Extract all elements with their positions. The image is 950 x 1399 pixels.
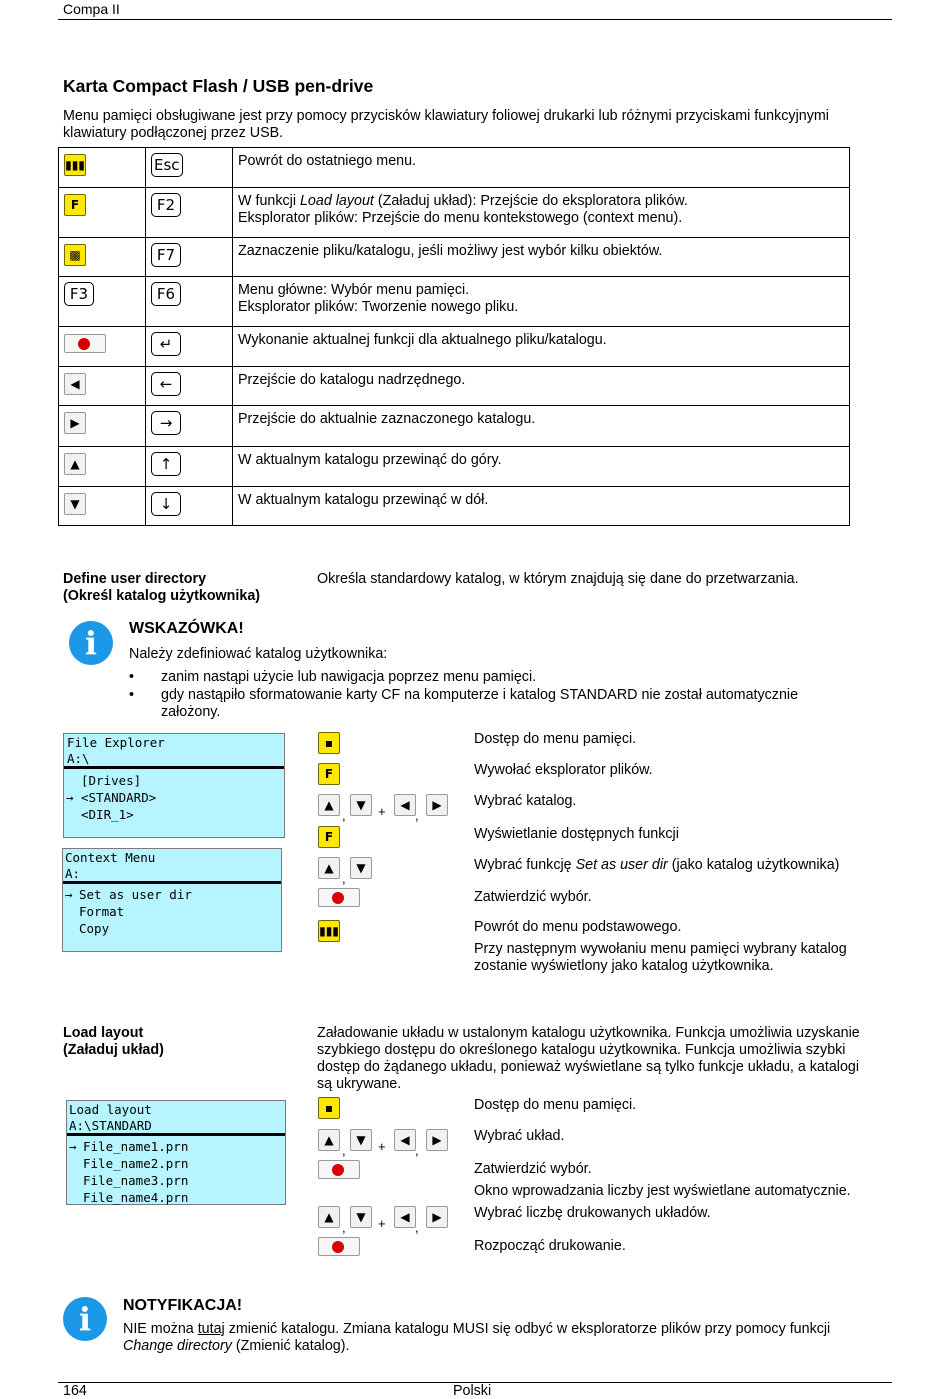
memory-key-icon: ▪ <box>318 1097 340 1119</box>
step-text: Wyświetlanie dostępnych funkcji <box>474 826 679 842</box>
f6-key-icon: F6 <box>151 282 181 306</box>
key-row <box>59 406 850 447</box>
step-icons <box>318 826 340 852</box>
define-user-dir-desc: Określa standardowy katalog, w którym znajdują się dane do przetwarzania. <box>317 571 799 587</box>
key-row <box>59 327 850 367</box>
key-desc: Menu główne: Wybór menu pamięci. Eksplorator plików: Tworzenie nowego pliku. <box>233 277 850 327</box>
note-title: WSKAZÓWKA! <box>129 620 244 637</box>
header-rule <box>58 19 892 20</box>
notification-text: NIE można tutaj zmienić katalogu. Zmiana katalogu MUSI się odbyć w eksploratorze plików przy pomocy funkcji Change directory (Zmienić katalog). <box>123 1321 831 1354</box>
down-arrow-key-icon: ↓ <box>151 492 181 516</box>
step-text: Zatwierdzić wybór. <box>474 1161 592 1177</box>
right-key-icon: ▶ <box>426 1129 448 1151</box>
right-key-icon: ▶ <box>426 794 448 816</box>
key-row <box>59 238 850 277</box>
arrow-right-icon: → <box>66 790 74 805</box>
key-row <box>59 277 850 327</box>
right-key-icon: ▶ <box>426 1206 448 1228</box>
step-text: Wybrać funkcję Set as user dir (jako katalog użytkownika) <box>474 857 840 873</box>
step-icons <box>318 763 340 789</box>
left-key-icon: ◀ <box>64 373 86 395</box>
f3-key-icon: F3 <box>64 282 94 306</box>
page-number: 164 <box>63 1383 87 1399</box>
left-arrow-key-icon: ← <box>151 372 181 396</box>
down-key-icon: ▼ <box>64 493 86 515</box>
feed-key-icon: F <box>318 763 340 785</box>
info-icon: i <box>63 1297 107 1341</box>
key-desc: W aktualnym katalogu przewinąć w dół. <box>238 492 489 508</box>
key-row <box>59 148 850 188</box>
lcd-file-explorer: File Explorer A:\ [Drives] → <STANDARD> <DIR_1> <box>63 733 285 838</box>
key-desc: Przejście do aktualnie zaznaczonego katalogu. <box>238 411 536 427</box>
key-desc: Powrót do ostatniego menu. <box>238 153 417 169</box>
define-user-dir-label: Define user directory (Określ katalog użytkownika) <box>63 571 261 604</box>
f2-key-icon: F2 <box>151 193 181 217</box>
arrow-right-icon: → <box>65 887 73 902</box>
esc-key-icon: Esc <box>151 153 183 177</box>
step-text: Wybrać katalog. <box>474 793 577 809</box>
intro-paragraph: Menu pamięci obsługiwane jest przy pomocy przycisków klawiatury foliowej drukarki lub różnymi przyciskami funkcyjnymi klawiatury podłączonej przez USB. <box>63 108 829 141</box>
feed-key-icon: F <box>318 826 340 848</box>
enter-key-icon: ↵ <box>151 332 181 356</box>
key-desc: Wykonanie aktualnej funkcji dla aktualnego pliku/katalogu. <box>238 332 607 348</box>
header-title: Compa II <box>63 1 120 17</box>
right-arrow-key-icon: → <box>151 411 181 435</box>
f7-key-icon: F7 <box>151 243 181 267</box>
arrow-right-icon: → <box>69 1139 77 1154</box>
step-text: Przy następnym wywołaniu menu pamięci wybrany katalog zostanie wyświetlony jako katalog użytkownika. <box>474 941 847 974</box>
load-layout-label: Load layout (Załaduj układ) <box>63 1025 164 1058</box>
step-icons <box>318 920 340 946</box>
pause-key-icon <box>318 888 360 907</box>
menu-key-icon: ▮▮▮ <box>318 920 340 942</box>
down-key-icon: ▼ <box>350 857 372 879</box>
step-icons <box>318 732 340 758</box>
footer-language: Polski <box>453 1383 492 1399</box>
key-row <box>59 487 850 526</box>
up-key-icon: ▲ <box>318 1129 340 1151</box>
select-key-icon: ▩ <box>64 244 86 266</box>
step-text: Dostęp do menu pamięci. <box>474 731 637 747</box>
step-icons <box>318 1237 360 1260</box>
step-text: Powrót do menu podstawowego. <box>474 919 682 935</box>
key-desc: W funkcji Load layout (Załaduj układ): Przejście do eksploratora plików. Eksplorator plików: Przejście do menu kontekstowego (context menu). <box>233 188 850 238</box>
step-text: Rozpocząć drukowanie. <box>474 1238 626 1254</box>
section-title: Karta Compact Flash / USB pen-drive <box>63 76 374 96</box>
note-text: Należy zdefiniować katalog użytkownika: <box>129 646 388 662</box>
key-row <box>59 188 850 238</box>
up-key-icon: ▲ <box>318 857 340 879</box>
down-key-icon: ▼ <box>350 794 372 816</box>
up-arrow-key-icon: ↑ <box>151 452 181 476</box>
key-desc: Zaznaczenie pliku/katalogu, jeśli możliwy jest wybór kilku obiektów. <box>238 243 663 259</box>
down-key-icon: ▼ <box>350 1206 372 1228</box>
pause-key-icon <box>318 1237 360 1256</box>
right-key-icon: ▶ <box>64 412 86 434</box>
step-text: Zatwierdzić wybór. <box>474 889 592 905</box>
step-text: Okno wprowadzania liczby jest wyświetlane automatycznie. <box>474 1183 851 1199</box>
info-icon: i <box>69 621 113 665</box>
up-key-icon: ▲ <box>318 1206 340 1228</box>
memory-key-icon: ▪ <box>318 732 340 754</box>
left-key-icon: ◀ <box>394 1129 416 1151</box>
left-key-icon: ◀ <box>394 794 416 816</box>
key-row <box>59 447 850 487</box>
load-layout-desc: Załadowanie układu w ustalonym katalogu użytkownika. Funkcja umożliwia uzyskanie szybkiego dostępu do określonego katalogu użytkownika. Funkcja umożliwia szybki dostęp do żądanego układu, ponieważ wyświetlane są tylko funkcje układu, a katalogi są ukrywane. <box>317 1025 860 1092</box>
key-desc: W aktualnym katalogu przewinąć do góry. <box>238 452 502 468</box>
step-icons <box>318 1160 360 1183</box>
down-key-icon: ▼ <box>350 1129 372 1151</box>
lcd-load-layout: Load layout A:\STANDARD → File_name1.prn File_name2.prn File_name3.prn File_name4.prn <box>66 1100 286 1205</box>
pause-key-icon <box>64 334 106 353</box>
up-key-icon: ▲ <box>64 453 86 475</box>
menu-key-icon: ▮▮▮ <box>64 154 86 176</box>
key-row <box>59 367 850 406</box>
feed-key-icon: F <box>64 194 86 216</box>
step-text: Wybrać układ. <box>474 1128 565 1144</box>
step-text: Dostęp do menu pamięci. <box>474 1097 637 1113</box>
step-icons <box>318 888 360 911</box>
key-table <box>58 147 850 526</box>
lcd-context-menu: Context Menu A: → Set as user dir Format Copy <box>62 848 282 952</box>
step-icons <box>318 1097 340 1123</box>
step-text: Wybrać liczbę drukowanych układów. <box>474 1205 711 1221</box>
pause-key-icon <box>318 1160 360 1179</box>
left-key-icon: ◀ <box>394 1206 416 1228</box>
notification-title: NOTYFIKACJA! <box>123 1297 243 1314</box>
up-key-icon: ▲ <box>318 794 340 816</box>
step-text: Wywołać eksplorator plików. <box>474 762 653 778</box>
key-desc: Przejście do katalogu nadrzędnego. <box>238 372 466 388</box>
